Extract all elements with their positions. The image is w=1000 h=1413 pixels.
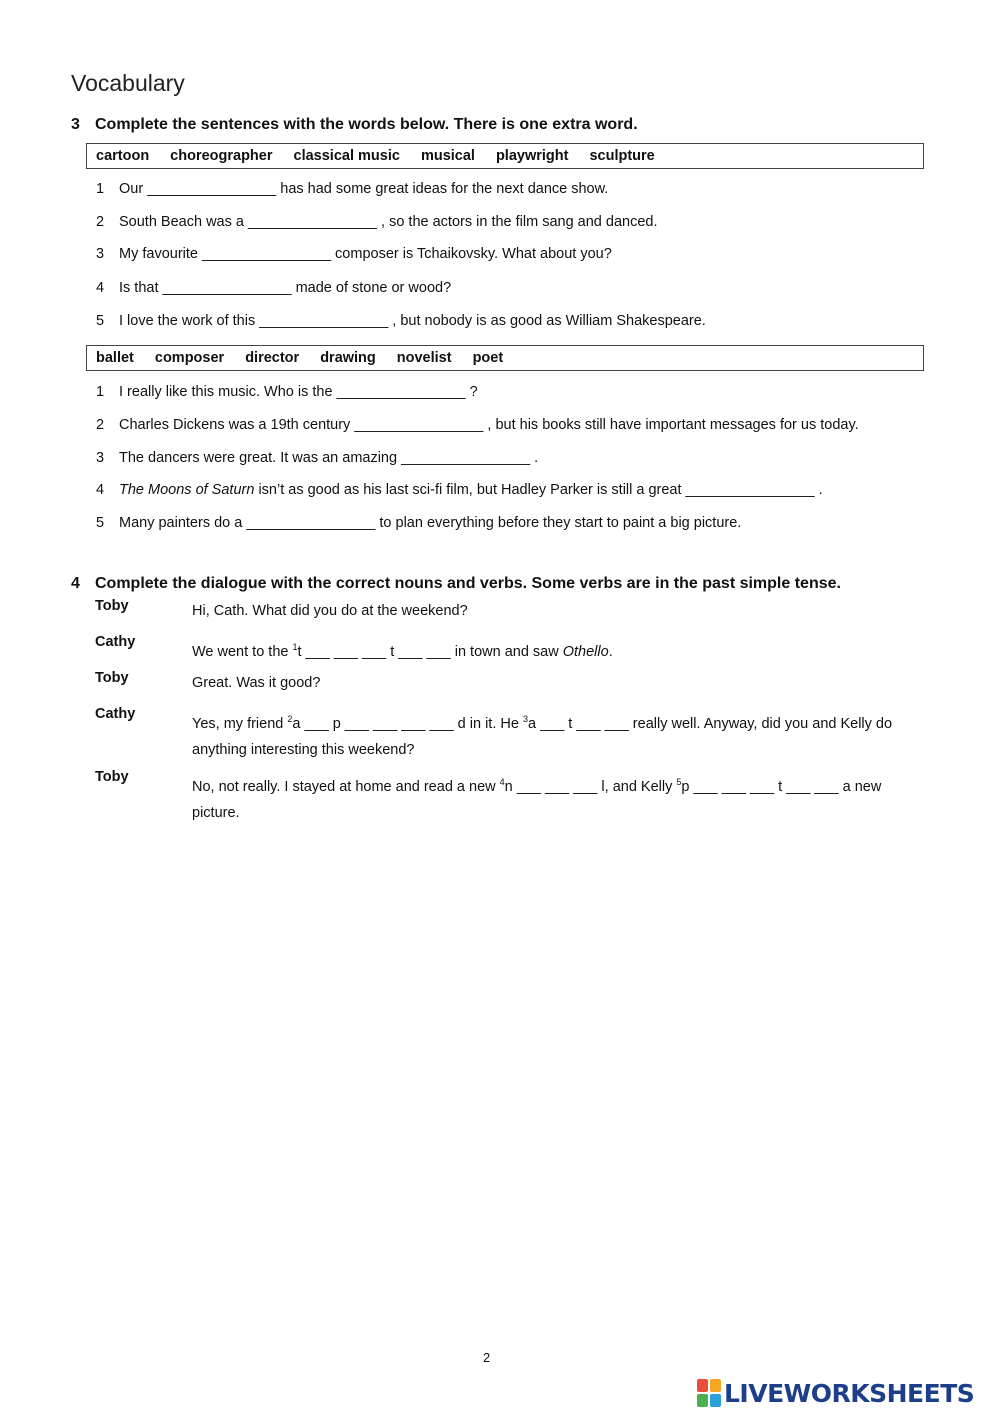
sentence-item (96, 246, 612, 262)
word-box-2 (86, 345, 924, 371)
text-part: No, not really. I stayed at home and read a new (192, 778, 500, 795)
word-option: drawing (320, 350, 376, 366)
instruction-text: Complete the dialogue with the correct nouns and verbs. Some verbs are in the past simple tense. (95, 575, 841, 592)
text-part: n ___ ___ ___ l, and Kelly (504, 778, 677, 795)
film-title: The Moons of Saturn (119, 482, 255, 498)
play-title: Othello (562, 643, 609, 660)
page-number: 2 (483, 1350, 491, 1365)
item-number: 2 (96, 417, 105, 433)
speaker-name: Toby (95, 670, 129, 686)
item-number: 4 (96, 280, 105, 296)
item-number: 1 (96, 181, 105, 197)
word-option: director (245, 350, 300, 366)
exercise-number: 3 (71, 116, 80, 133)
liveworksheets-logo (697, 1378, 974, 1408)
gap-number: 1 (292, 642, 298, 652)
sentence-text: isn’t as good as his last sci-fi film, but Hadley Parker is still a great ________________ . (254, 482, 823, 498)
sentence-text: I really like this music. Who is the ________________ ? (119, 384, 478, 400)
item-number: 3 (96, 450, 105, 466)
word-option: novelist (396, 350, 452, 366)
sentence-item (96, 313, 706, 329)
item-number: 3 (96, 246, 105, 262)
sentence-text: South Beach was a ________________ , so the actors in the film sang and danced. (119, 214, 658, 230)
speaker-name: Cathy (95, 706, 136, 722)
word-option: playwright (495, 148, 569, 164)
speaker-name: Cathy (95, 634, 136, 650)
sentence-item (96, 417, 859, 433)
sentence-item (96, 515, 741, 531)
text-part: a ___ p ___ ___ ___ ___ d in it. He (292, 715, 523, 732)
text-part: Yes, my friend (192, 715, 288, 732)
sentence-text: I love the work of this ________________ , but nobody is as good as William Shakespeare. (119, 313, 706, 329)
speaker-name: Toby (95, 769, 129, 785)
item-number: 5 (96, 515, 105, 531)
gap-number: 3 (522, 714, 528, 724)
section-heading: Vocabulary (71, 70, 185, 96)
exercise-3-instruction (71, 116, 638, 134)
word-option: poet (472, 350, 504, 366)
word-box-1 (86, 143, 924, 169)
text-part: t ___ ___ ___ t ___ ___ in town and saw (297, 643, 563, 660)
word-option: sculpture (589, 148, 655, 164)
logo-text: LIVEWORKSHEETS (724, 1378, 975, 1408)
instruction-text: Complete the sentences with the words below. There is one extra word. (95, 116, 638, 133)
sentence-text: Charles Dickens was a 19th century ________________ , but his books still have important messages for us today. (119, 417, 859, 433)
speaker-name: Toby (95, 598, 129, 614)
sentence-item (96, 214, 658, 230)
sentence-item (96, 181, 608, 197)
dialogue-text: Great. Was it good? (192, 675, 321, 691)
sentence-text: Is that ________________ made of stone or wood? (119, 280, 452, 296)
exercise-4-instruction (71, 575, 841, 593)
sentence-text: My favourite ________________ composer is Tchaikovsky. What about you? (119, 246, 612, 262)
gap-number: 5 (676, 777, 682, 787)
text-part: We went to the (192, 643, 293, 660)
sentence-text: Our ________________ has had some great ideas for the next dance show. (119, 181, 609, 197)
exercise-number: 4 (71, 575, 80, 592)
item-number: 2 (96, 214, 105, 230)
sentence-item (96, 280, 451, 296)
dialogue-text (192, 634, 922, 665)
dialogue-text (192, 706, 922, 763)
sentence-item (96, 384, 478, 400)
word-option: ballet (96, 350, 134, 366)
sentence-item (96, 482, 823, 498)
logo-icon (697, 1379, 721, 1407)
word-option: composer (154, 350, 225, 366)
word-option: choreographer (170, 148, 273, 164)
text-part: a ___ t ___ ___ really well. Anyway, did you and Kelly do anything interesting this weekend? (192, 715, 893, 758)
dialogue-text (192, 769, 922, 826)
item-number: 4 (96, 482, 105, 498)
text-part: p ___ ___ ___ t ___ ___ a new picture. (192, 778, 882, 821)
gap-number: 4 (499, 777, 505, 787)
sentence-text: Many painters do a ________________ to plan everything before they start to paint a big picture. (119, 515, 742, 531)
word-option: cartoon (96, 148, 150, 164)
word-option: classical music (293, 148, 400, 164)
sentence-item (96, 450, 538, 466)
item-number: 5 (96, 313, 105, 329)
gap-number: 2 (287, 714, 293, 724)
text-part: . (608, 643, 613, 660)
word-option: musical (420, 148, 475, 164)
sentence-text: The dancers were great. It was an amazing ________________ . (119, 450, 539, 466)
item-number: 1 (96, 384, 105, 400)
dialogue-text: Hi, Cath. What did you do at the weekend? (192, 603, 468, 619)
